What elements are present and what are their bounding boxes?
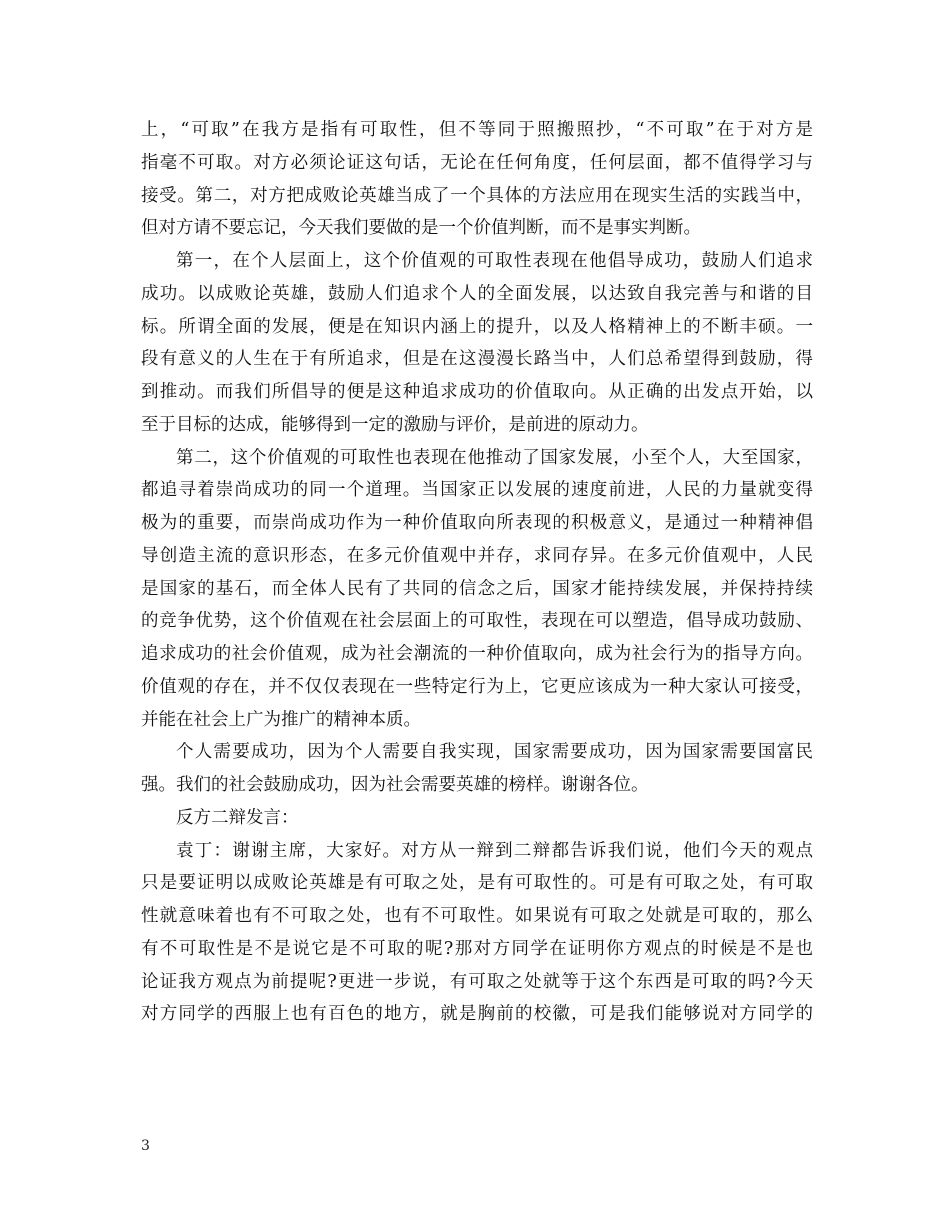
text-line: 第二，这个价值观的可取性也表现在他推动了国家发展，小至个人，大至国家，: [176, 447, 813, 468]
text-line: 论证我方观点为前提呢?更进一步说，有可取之处就等于这个东西是可取的吗?今天: [141, 971, 813, 992]
text-line: 成功。以成败论英雄，鼓励人们追求个人的全面发展，以达致自我完善与和谐的目: [141, 283, 813, 304]
text-line: 上，“可取”在我方是指有可取性，但不等同于照搬照抄，“不可取”在于对方是: [141, 120, 813, 140]
text-line: 极为的重要，而崇尚成功作为一种价值取向所表现的积极意义，是通过一种精神倡: [141, 513, 813, 533]
page-number: 3: [141, 1138, 150, 1154]
text-line: 对方同学的西服上也有百色的地方，就是胸前的校徽，可是我们能够说对方同学的: [141, 1004, 813, 1025]
text-line: 但对方请不要忘记，今天我们要做的是一个价值判断，而不是事实判断。: [141, 218, 701, 239]
text-line: 第一，在个人层面上，这个价值观的可取性表现在他倡导成功，鼓励人们追求: [176, 251, 813, 271]
text-line: 有不可取性是不是说它是不可取的呢?那对方同学在证明你方观点的时候是不是也: [141, 938, 813, 959]
text-line: 接受。第二，对方把成败论英雄当成了一个具体的方法应用在现实生活的实践当中，: [141, 185, 813, 206]
text-line: 导创造主流的意识形态，在多元价值观中并存，求同存异。在多元价值观中，人民: [141, 545, 813, 566]
text-line: 是国家的基石，而全体人民有了共同的信念之后，国家才能持续发展，并保持持续: [141, 578, 813, 599]
text-line: 价值观的存在，并不仅仅表现在一些特定行为上，它更应该成为一种大家认可接受，: [141, 676, 813, 697]
text-line: 标。所谓全面的发展，便是在知识内涵上的提升，以及人格精神上的不断丰硕。一: [141, 316, 813, 337]
text-line: 反方二辩发言：: [176, 807, 299, 828]
text-line: 追求成功的社会价值观，成为社会潮流的一种价值取向，成为社会行为的指导方向。: [141, 644, 813, 664]
text-line: 至于目标的达成，能够得到一定的激励与评价，是前进的原动力。: [141, 414, 649, 435]
text-line: 个人需要成功，因为个人需要自我实现，国家需要成功，因为国家需要国富民: [176, 742, 813, 763]
text-line: 只是要证明以成败论英雄是有可取之处，是有可取性的。可是有可取之处，有可取: [141, 873, 813, 894]
body-text: [141, 114, 813, 1031]
text-line: 段有意义的人生在于有所追求，但是在这漫漫长路当中，人们总希望得到鼓励，得: [141, 349, 813, 370]
text-line: 的竞争优势，这个价值观在社会层面上的可取性，表现在可以塑造，倡导成功鼓励、: [141, 611, 813, 632]
text-line: 强。我们的社会鼓励成功，因为社会需要英雄的榜样。谢谢各位。: [141, 775, 649, 795]
text-line: 都追寻着崇尚成功的同一个道理。当国家正以发展的速度前进，人民的力量就变得: [141, 480, 813, 501]
text-line: 袁丁：谢谢主席，大家好。对方从一辩到二辩都告诉我们说，他们今天的观点: [176, 840, 813, 861]
text-line: 性就意味着也有不可取之处，也有不可取性。如果说有可取之处就是可取的，那么: [141, 906, 813, 926]
text-line: 指毫不可取。对方必须论证这句话，无论在任何角度，任何层面，都不值得学习与: [141, 152, 813, 173]
text-line: 并能在社会上广为推广的精神本质。: [141, 709, 421, 730]
text-line: 到推动。而我们所倡导的便是这种追求成功的价值取向。从正确的出发点开始，以: [141, 382, 813, 402]
